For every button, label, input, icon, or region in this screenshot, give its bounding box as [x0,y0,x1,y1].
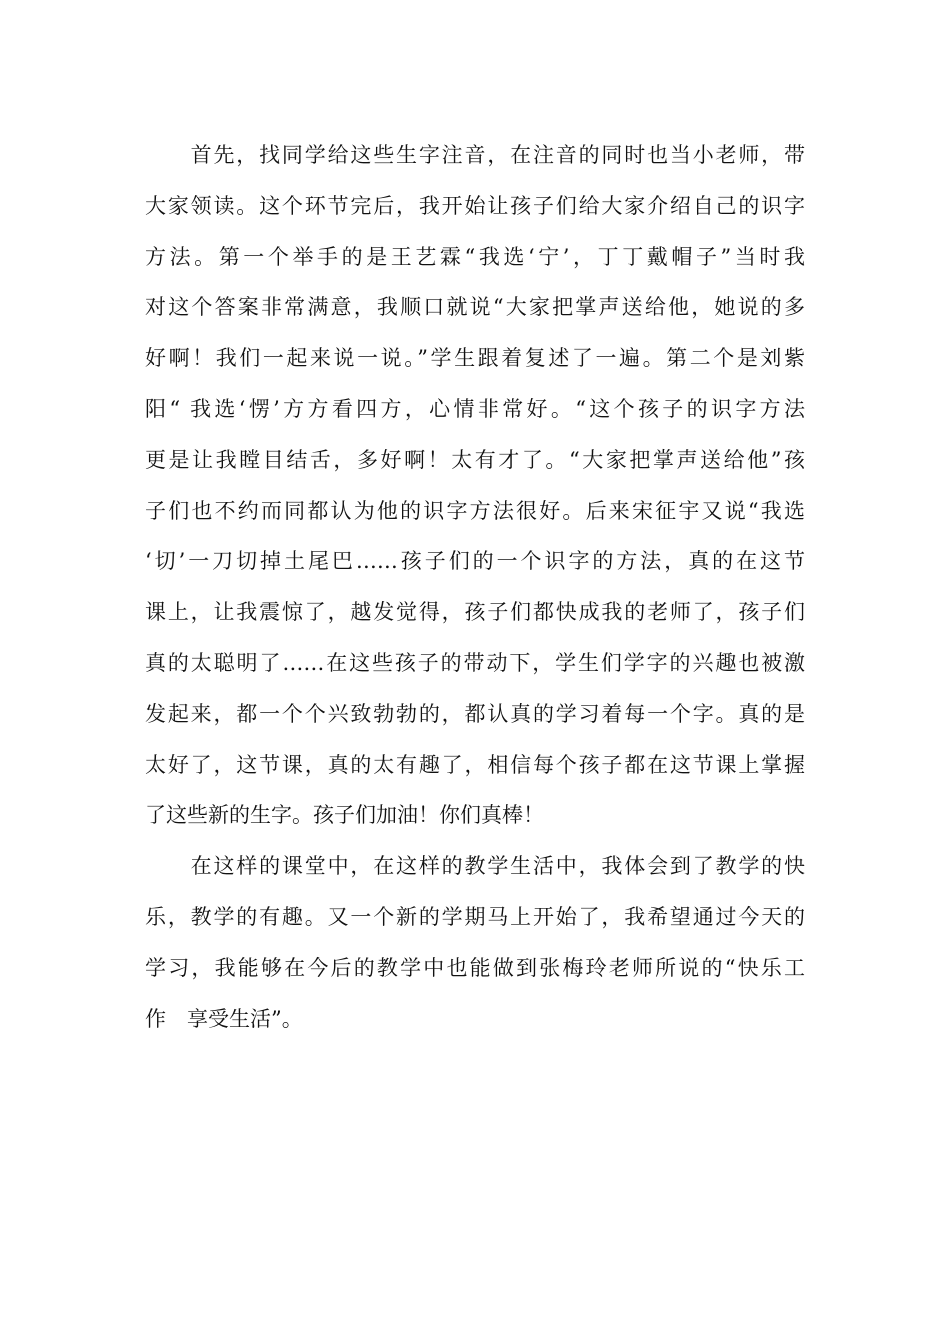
text-line: 方法。第一个举手的是王艺霖“我选‘宁’，丁丁戴帽子”当时我 [145,244,805,269]
text-line: 大家领读。这个环节完后，我开始让孩子们给大家介绍自己的识字 [145,193,805,218]
text-line: 作 享受生活”。 [145,1006,303,1031]
text-line: 课上，让我震惊了，越发觉得，孩子们都快成我的老师了，孩子们 [145,600,805,625]
text-line: 首先，找同学给这些生字注音，在注音的同时也当小老师，带 [145,143,805,167]
body-text [145,130,805,1044]
text-line: 好啊！我们一起来说一说。”学生跟着复述了一遍。第二个是刘紫 [145,346,805,371]
text-line: 子们也不约而同都认为他的识字方法很好。后来宋征宇又说“我选 [145,498,805,523]
text-line: 真的太聪明了……在这些孩子的带动下，学生们学字的兴趣也被激 [145,650,805,675]
text-line: 了这些新的生字。孩子们加油！你们真棒！ [145,803,544,828]
text-line: 对这个答案非常满意，我顺口就说“大家把掌声送给他，她说的多 [145,295,805,320]
text-line: 更是让我瞠目结舌，多好啊！太有才了。“大家把掌声送给他”孩 [145,447,805,472]
text-line: 阳“ 我选‘愣’方方看四方，心情非常好。“这个孩子的识字方法 [145,396,805,421]
paragraph-1 [145,130,805,841]
text-line: 发起来，都一个个兴致勃勃的，都认真的学习着每一个字。真的是 [145,701,805,726]
text-line: 太好了，这节课，真的太有趣了，相信每个孩子都在这节课上掌握 [145,752,805,777]
text-line: 学习，我能够在今后的教学中也能做到张梅玲老师所说的“快乐工 [145,955,805,980]
paragraph-2 [145,841,805,1044]
text-line: ‘切’一刀切掉土尾巴……孩子们的一个识字的方法，真的在这节 [145,549,805,574]
text-line: 在这样的课堂中，在这样的教学生活中，我体会到了教学的快 [145,854,805,879]
text-line: 乐，教学的有趣。又一个新的学期马上开始了，我希望通过今天的 [145,904,805,929]
